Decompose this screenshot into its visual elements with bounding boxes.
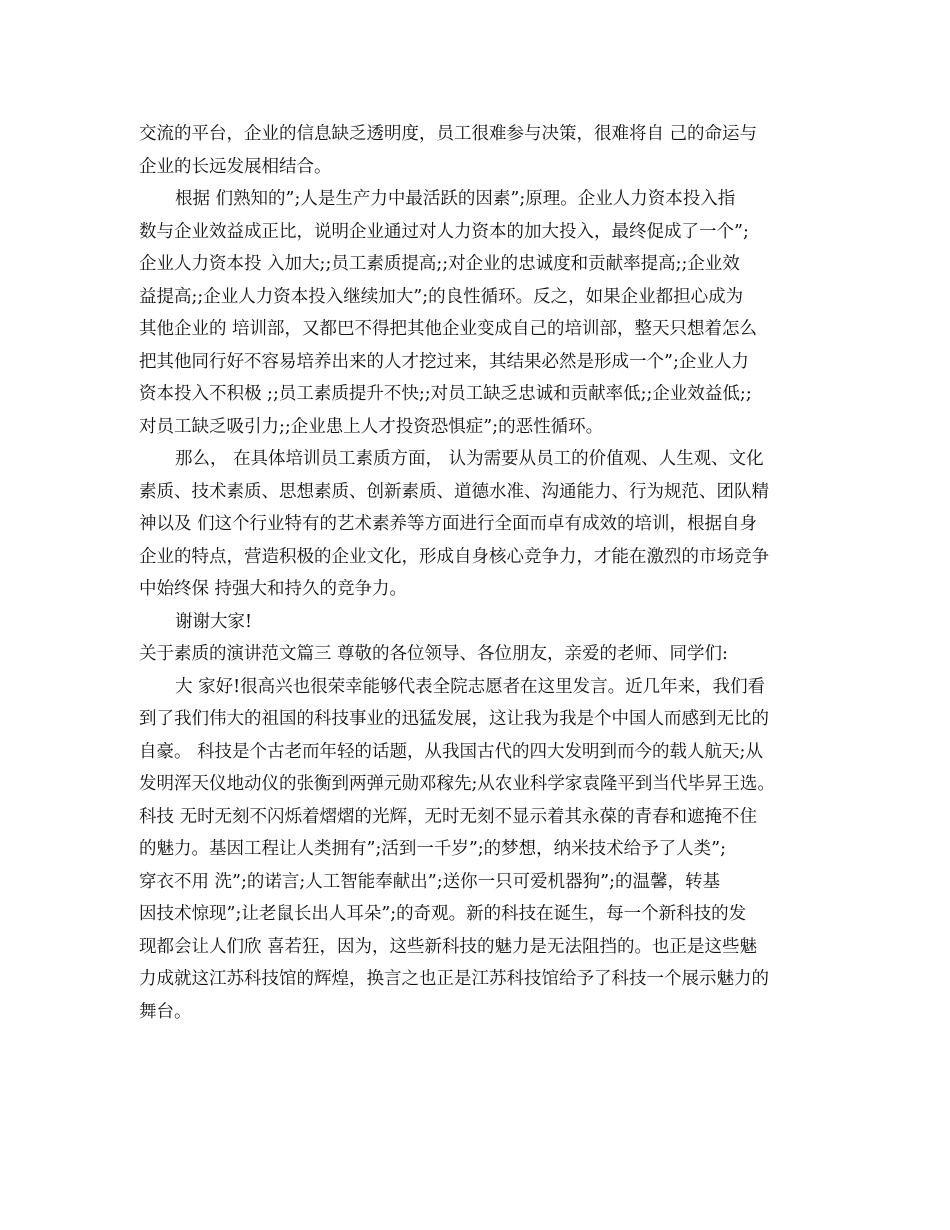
section-heading-line: 关于素质的演讲范文篇三 尊敬的各位领导、各位朋友，亲爱的老师、同学们: bbox=[139, 644, 728, 664]
paragraph-line: 到了我们伟大的祖国的科技事业的迅猛发展，这让我为我是个中国人而感到无比的 bbox=[139, 709, 769, 729]
paragraph-line: 数与企业效益成正比，说明企业通过对人力资本的加大投入，最终促成了一个”; bbox=[139, 221, 749, 242]
paragraph-line: 资本投入不积极 ;;员工素质提升不快;;对员工缺乏忠诚和贡献率低;;企业效益低;; bbox=[139, 384, 752, 404]
paragraph-line: 企业的特点，营造积极的企业文化，形成自身核心竞争力，才能在激烈的市场竞争 bbox=[139, 546, 769, 567]
paragraph-line: 对员工缺乏吸引力;;企业患上人才投资恐惧症”;的恶性循环。 bbox=[139, 416, 604, 437]
paragraph-line: 因技术惊现”;让老鼠长出人耳朵”;的奇观。新的科技在诞生，每一个新科技的发 bbox=[139, 904, 747, 924]
paragraph-line: 把其他同行好不容易培养出来的人才挖过来，其结果必然是形成一个”;企业人力 bbox=[139, 351, 749, 372]
paragraph-line: 的魅力。基因工程让人类拥有”;活到一千岁”;的梦想，纳米技术给予了人类”; bbox=[139, 839, 727, 859]
paragraph-line: 素质、技术素质、思想素质、创新素质、道德水准、沟通能力、行为规范、团队精 bbox=[139, 481, 769, 502]
closing-line: 谢谢大家! bbox=[175, 611, 253, 632]
paragraph-line: 神以及 们这个行业特有的艺术素养等方面进行全面而卓有成效的培训，根据自身 bbox=[139, 514, 758, 534]
paragraph-line: 力成就这江苏科技馆的辉煌，换言之也正是江苏科技馆给予了科技一个展示魅力的 bbox=[139, 969, 769, 989]
paragraph-line: 益提高;;企业人力资本投入继续加大”;的良性循环。反之，如果企业都担心成为 bbox=[139, 286, 744, 307]
paragraph-line: 舞台。 bbox=[139, 1001, 192, 1022]
paragraph-line: 企业的长远发展相结合。 bbox=[139, 156, 332, 177]
paragraph-line: 现都会让人们欣 喜若狂，因为，这些新科技的魅力是无法阻挡的。也正是这些魅 bbox=[139, 936, 758, 957]
paragraph-line: 发明浑天仪地动仪的张衡到两弹元勋邓稼先;从农业科学家袁隆平到当代毕昇王选。 bbox=[139, 774, 775, 794]
paragraph-line: 自豪。 科技是个古老而年轻的话题，从我国古代的四大发明到而今的载人航天;从 bbox=[139, 741, 763, 762]
paragraph-line: 中始终保 持强大和持久的竞争力。 bbox=[139, 579, 408, 599]
paragraph-line: 其他企业的 培训部，又都巴不得把其他企业变成自己的培训部，整天只想着怎么 bbox=[139, 319, 758, 339]
document-page bbox=[139, 118, 829, 1028]
paragraph-line: 那么， 在具体培训员工素质方面， 认为需要从员工的价值观、人生观、文化 bbox=[175, 449, 764, 469]
paragraph-line: 企业人力资本投 入加大;;员工素质提高;;对企业的忠诚度和贡献率提高;;企业效 bbox=[139, 254, 740, 274]
paragraph-line: 穿衣不用 洗”;的诺言;人工智能奉献出”;送你一只可爱机器狗”;的温馨，转基 bbox=[139, 871, 720, 892]
paragraph-line: 根据 们熟知的”;人是生产力中最活跃的因素”;原理。企业人力资本投入指 bbox=[175, 189, 736, 209]
paragraph-line: 大 家好!很高兴也很荣幸能够代表全院志愿者在这里发言。近几年来，我们看 bbox=[175, 676, 766, 697]
paragraph-line: 科技 无时无刻不闪烁着熠熠的光辉，无时无刻不显示着其永葆的青春和遮掩不住 bbox=[139, 806, 758, 827]
paragraph-line: 交流的平台，企业的信息缺乏透明度，员工很难参与决策，很难将自 己的命运与 bbox=[139, 124, 758, 144]
